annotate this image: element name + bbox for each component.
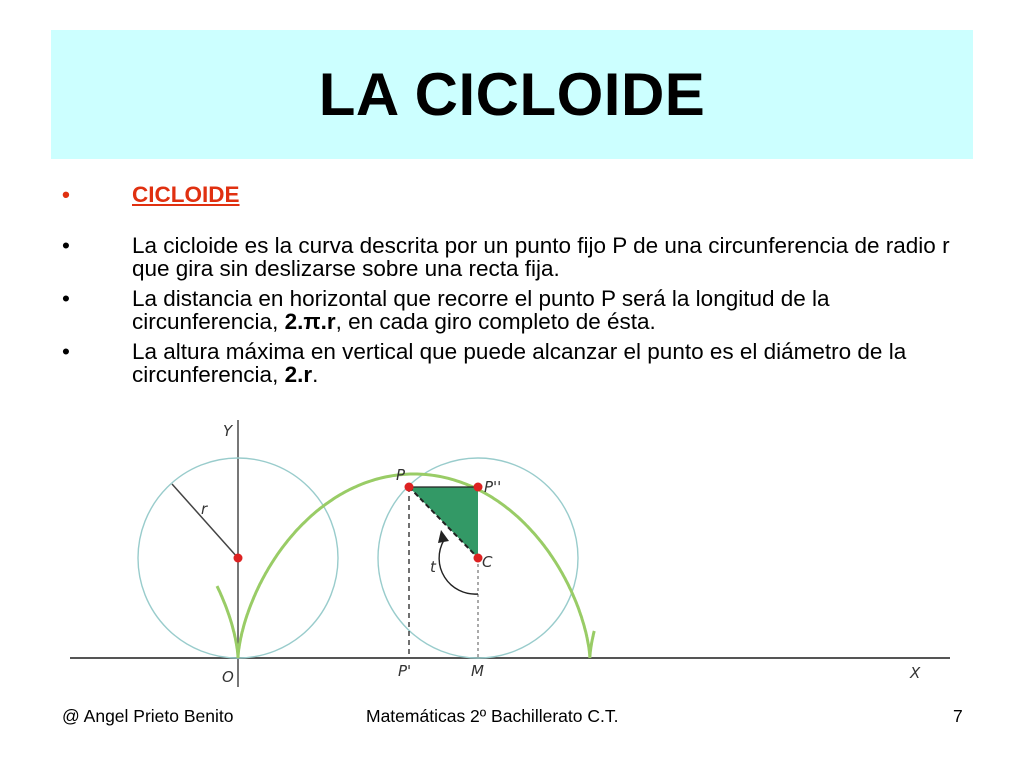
bullet-bold-formula: 2.π.r	[284, 309, 336, 334]
point-p-double-prime	[474, 483, 483, 492]
bullet-symbol: •	[62, 338, 70, 364]
radius-line	[172, 484, 238, 558]
bullet-text: La distancia en horizontal que recorre el punto P será la longitud de la circunferencia,	[132, 285, 830, 334]
point-p	[405, 483, 414, 492]
footer-course: Matemáticas 2º Bachillerato C.T.	[366, 706, 619, 726]
label-c: C	[482, 553, 493, 571]
bullet-bold-formula: 2.r	[284, 362, 313, 387]
footer	[0, 706, 1024, 730]
bullet-text: La altura máxima en vertical que puede alcanzar el punto es el diámetro de la circunferencia,	[132, 338, 907, 387]
label-p: P	[396, 466, 406, 484]
label-origin: O	[222, 668, 234, 686]
heading-item	[56, 183, 976, 207]
label-x: X	[910, 664, 921, 682]
footer-page-number: 7	[953, 706, 963, 726]
bullet-text-end: , en cada giro completo de ésta.	[335, 309, 656, 334]
angle-arrow	[438, 530, 449, 543]
bullet-item	[56, 287, 976, 334]
bullet-text-end: .	[312, 362, 319, 387]
slide-title: LA CICLOIDE	[318, 61, 706, 128]
label-r: r	[201, 500, 208, 518]
label-m: M	[471, 662, 484, 680]
bullet-symbol: •	[62, 232, 70, 258]
bullet-list	[56, 183, 976, 387]
label-p-prime: P'	[398, 662, 412, 680]
point-c-initial	[234, 554, 243, 563]
bullet-item	[56, 340, 976, 387]
label-y: Y	[223, 422, 233, 440]
title-banner	[51, 30, 973, 159]
label-t: t	[430, 558, 436, 576]
bullet-item	[56, 234, 976, 281]
label-p-double-prime: P''	[484, 478, 502, 496]
heading-link[interactable]: CICLOIDE	[132, 182, 240, 207]
bullet-symbol: •	[62, 182, 70, 207]
cycloid-curve	[217, 474, 594, 658]
bullet-symbol: •	[62, 285, 70, 311]
bullet-text: La cicloide es la curva descrita por un punto fijo P de una circunferencia de radio r que gira sin deslizarse sobre una recta fija.	[132, 232, 950, 281]
footer-author: @ Angel Prieto Benito	[62, 706, 234, 726]
cycloid-diagram	[70, 412, 956, 692]
